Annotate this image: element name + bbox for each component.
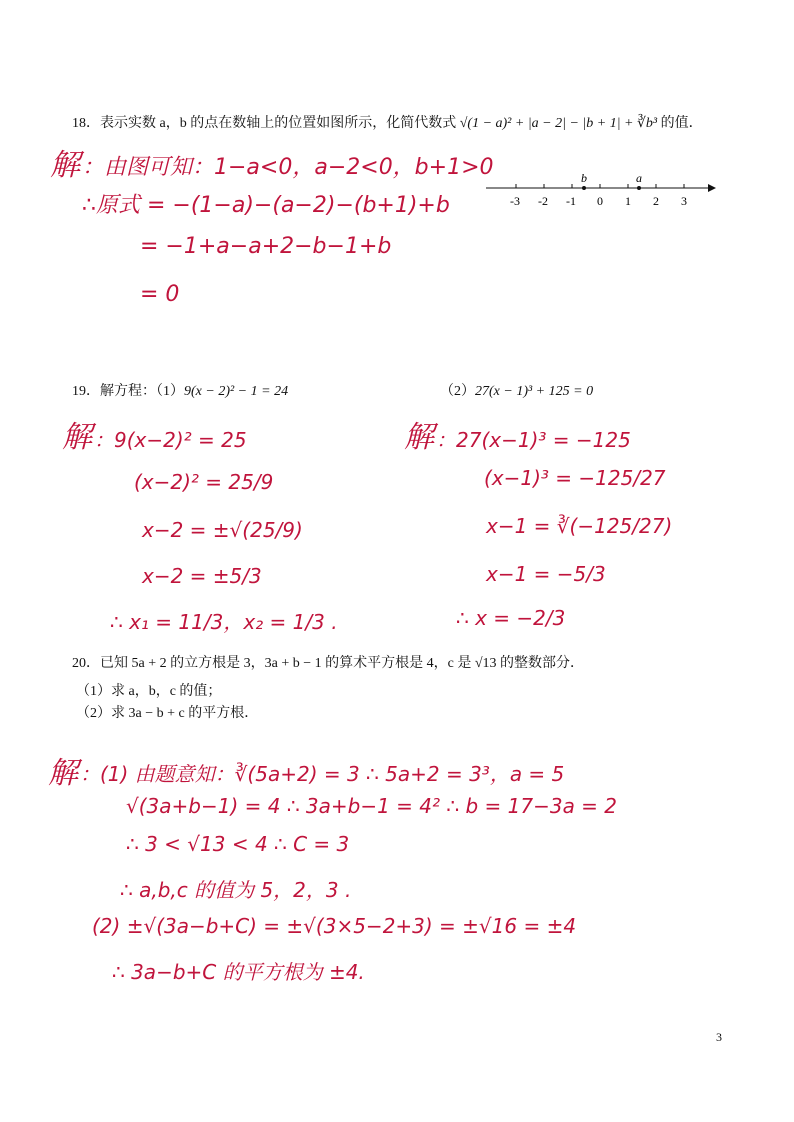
- tick-label: -1: [566, 194, 576, 208]
- tick-label: 2: [653, 194, 659, 208]
- q20-solution-line-2: √(3a+b−1) = 4 ∴ 3a+b−1 = 4² ∴ b = 17−3a = 2: [126, 794, 618, 818]
- q19-sol1-line-5: ∴ x₁ = 11/3，x₂ = 1/3 .: [110, 610, 338, 634]
- q19-sol1-line-3: x−2 = ±√(25/9): [142, 518, 303, 542]
- tick-label: 0: [597, 194, 603, 208]
- q18-solution-line-1: ：由图可知：1−a<0，a−2<0，b+1>0: [82, 155, 494, 180]
- q19-prompt-2: [440, 380, 593, 400]
- q19-solution-2-label: 解: [404, 420, 434, 455]
- q18-solution-line-2: ∴原式 = −(1−a)−(a−2)−(b+1)+b: [82, 193, 450, 218]
- q18-text: 表示实数 a，b 的点在数轴上的位置如图所示，化简代数式: [100, 116, 457, 131]
- q19-sol2-line-3: x−1 = ∛(−125/27): [486, 514, 673, 538]
- tick-label: -3: [510, 194, 520, 208]
- q19-solution-1-label: 解: [62, 420, 92, 455]
- q19-part-2: （2）: [440, 384, 475, 399]
- label-b: b: [581, 171, 587, 185]
- q19-number: 19．: [72, 384, 100, 399]
- q19-equation-2: 27(x − 1)³ + 125 = 0: [475, 384, 594, 399]
- q20-solution-line-6: ∴ 3a−b+C 的平方根为 ±4.: [112, 960, 365, 984]
- q20-solution-line-3: ∴ 3 < √13 < 4 ∴ C = 3: [126, 832, 350, 856]
- q19-sol1-line-4: x−2 = ±5/3: [142, 564, 262, 588]
- tick-label: -2: [538, 194, 548, 208]
- q19-sol2-line-2: (x−1)³ = −125/27: [484, 466, 666, 490]
- q20-solution-line-5: (2) ±√(3a−b+C) = ±√(3×5−2+3) = ±√16 = ±4: [92, 914, 577, 938]
- q19-sol2-line-5: ∴ x = −2/3: [456, 606, 566, 630]
- number-line-ticks: [516, 184, 684, 188]
- point-a: [637, 186, 641, 190]
- q18-expression: √(1 − a)² + |a − 2| − |b + 1| + ∛b³: [459, 116, 658, 131]
- q20-sub-2: （2）求 3a − b + c 的平方根．: [76, 706, 259, 721]
- q19-sol1-line-1: ：9(x−2)² = 25: [94, 428, 247, 452]
- q20-text: 已知 5a + 2 的立方根是 3，3a + b − 1 的算术平方根是 4，c 是 √13 的整数部分．: [100, 656, 585, 671]
- q18-solution-label: 解: [50, 148, 80, 183]
- q19-prompt-1: [72, 380, 288, 400]
- q20-prompt: [72, 652, 584, 672]
- number-line-arrow: [708, 184, 716, 192]
- tick-label: 3: [681, 194, 687, 208]
- point-b: [582, 186, 586, 190]
- q18-solution-line-4: = 0: [140, 282, 180, 307]
- number-line: [486, 172, 726, 212]
- page-number: 3: [716, 1030, 722, 1044]
- q18-suffix: 的值．: [660, 116, 703, 131]
- q18-prompt: [72, 112, 703, 132]
- tick-label: 1: [625, 194, 631, 208]
- q20-solution-label: 解: [48, 756, 78, 791]
- q19-text: 解方程：（1）: [100, 384, 184, 399]
- q20-number: 20．: [72, 656, 100, 671]
- q20-sub-1: （1）求 a，b，c 的值；: [76, 684, 222, 699]
- q19-equation-1: 9(x − 2)² − 1 = 24: [184, 384, 289, 399]
- q20-solution-line-4: ∴ a,b,c 的值为 5，2，3 .: [120, 878, 352, 902]
- q19-sol2-line-1: ：27(x−1)³ = −125: [436, 428, 631, 452]
- q20-solution-line-1: ：(1) 由题意知：∛(5a+2) = 3 ∴ 5a+2 = 3³，a = 5: [80, 762, 565, 786]
- label-a: a: [636, 171, 642, 185]
- q19-sol2-line-4: x−1 = −5/3: [486, 562, 606, 586]
- q19-sol1-line-2: (x−2)² = 25/9: [134, 470, 274, 494]
- q18-number: 18．: [72, 116, 100, 131]
- q18-solution-line-3: = −1+a−a+2−b−1+b: [140, 234, 392, 259]
